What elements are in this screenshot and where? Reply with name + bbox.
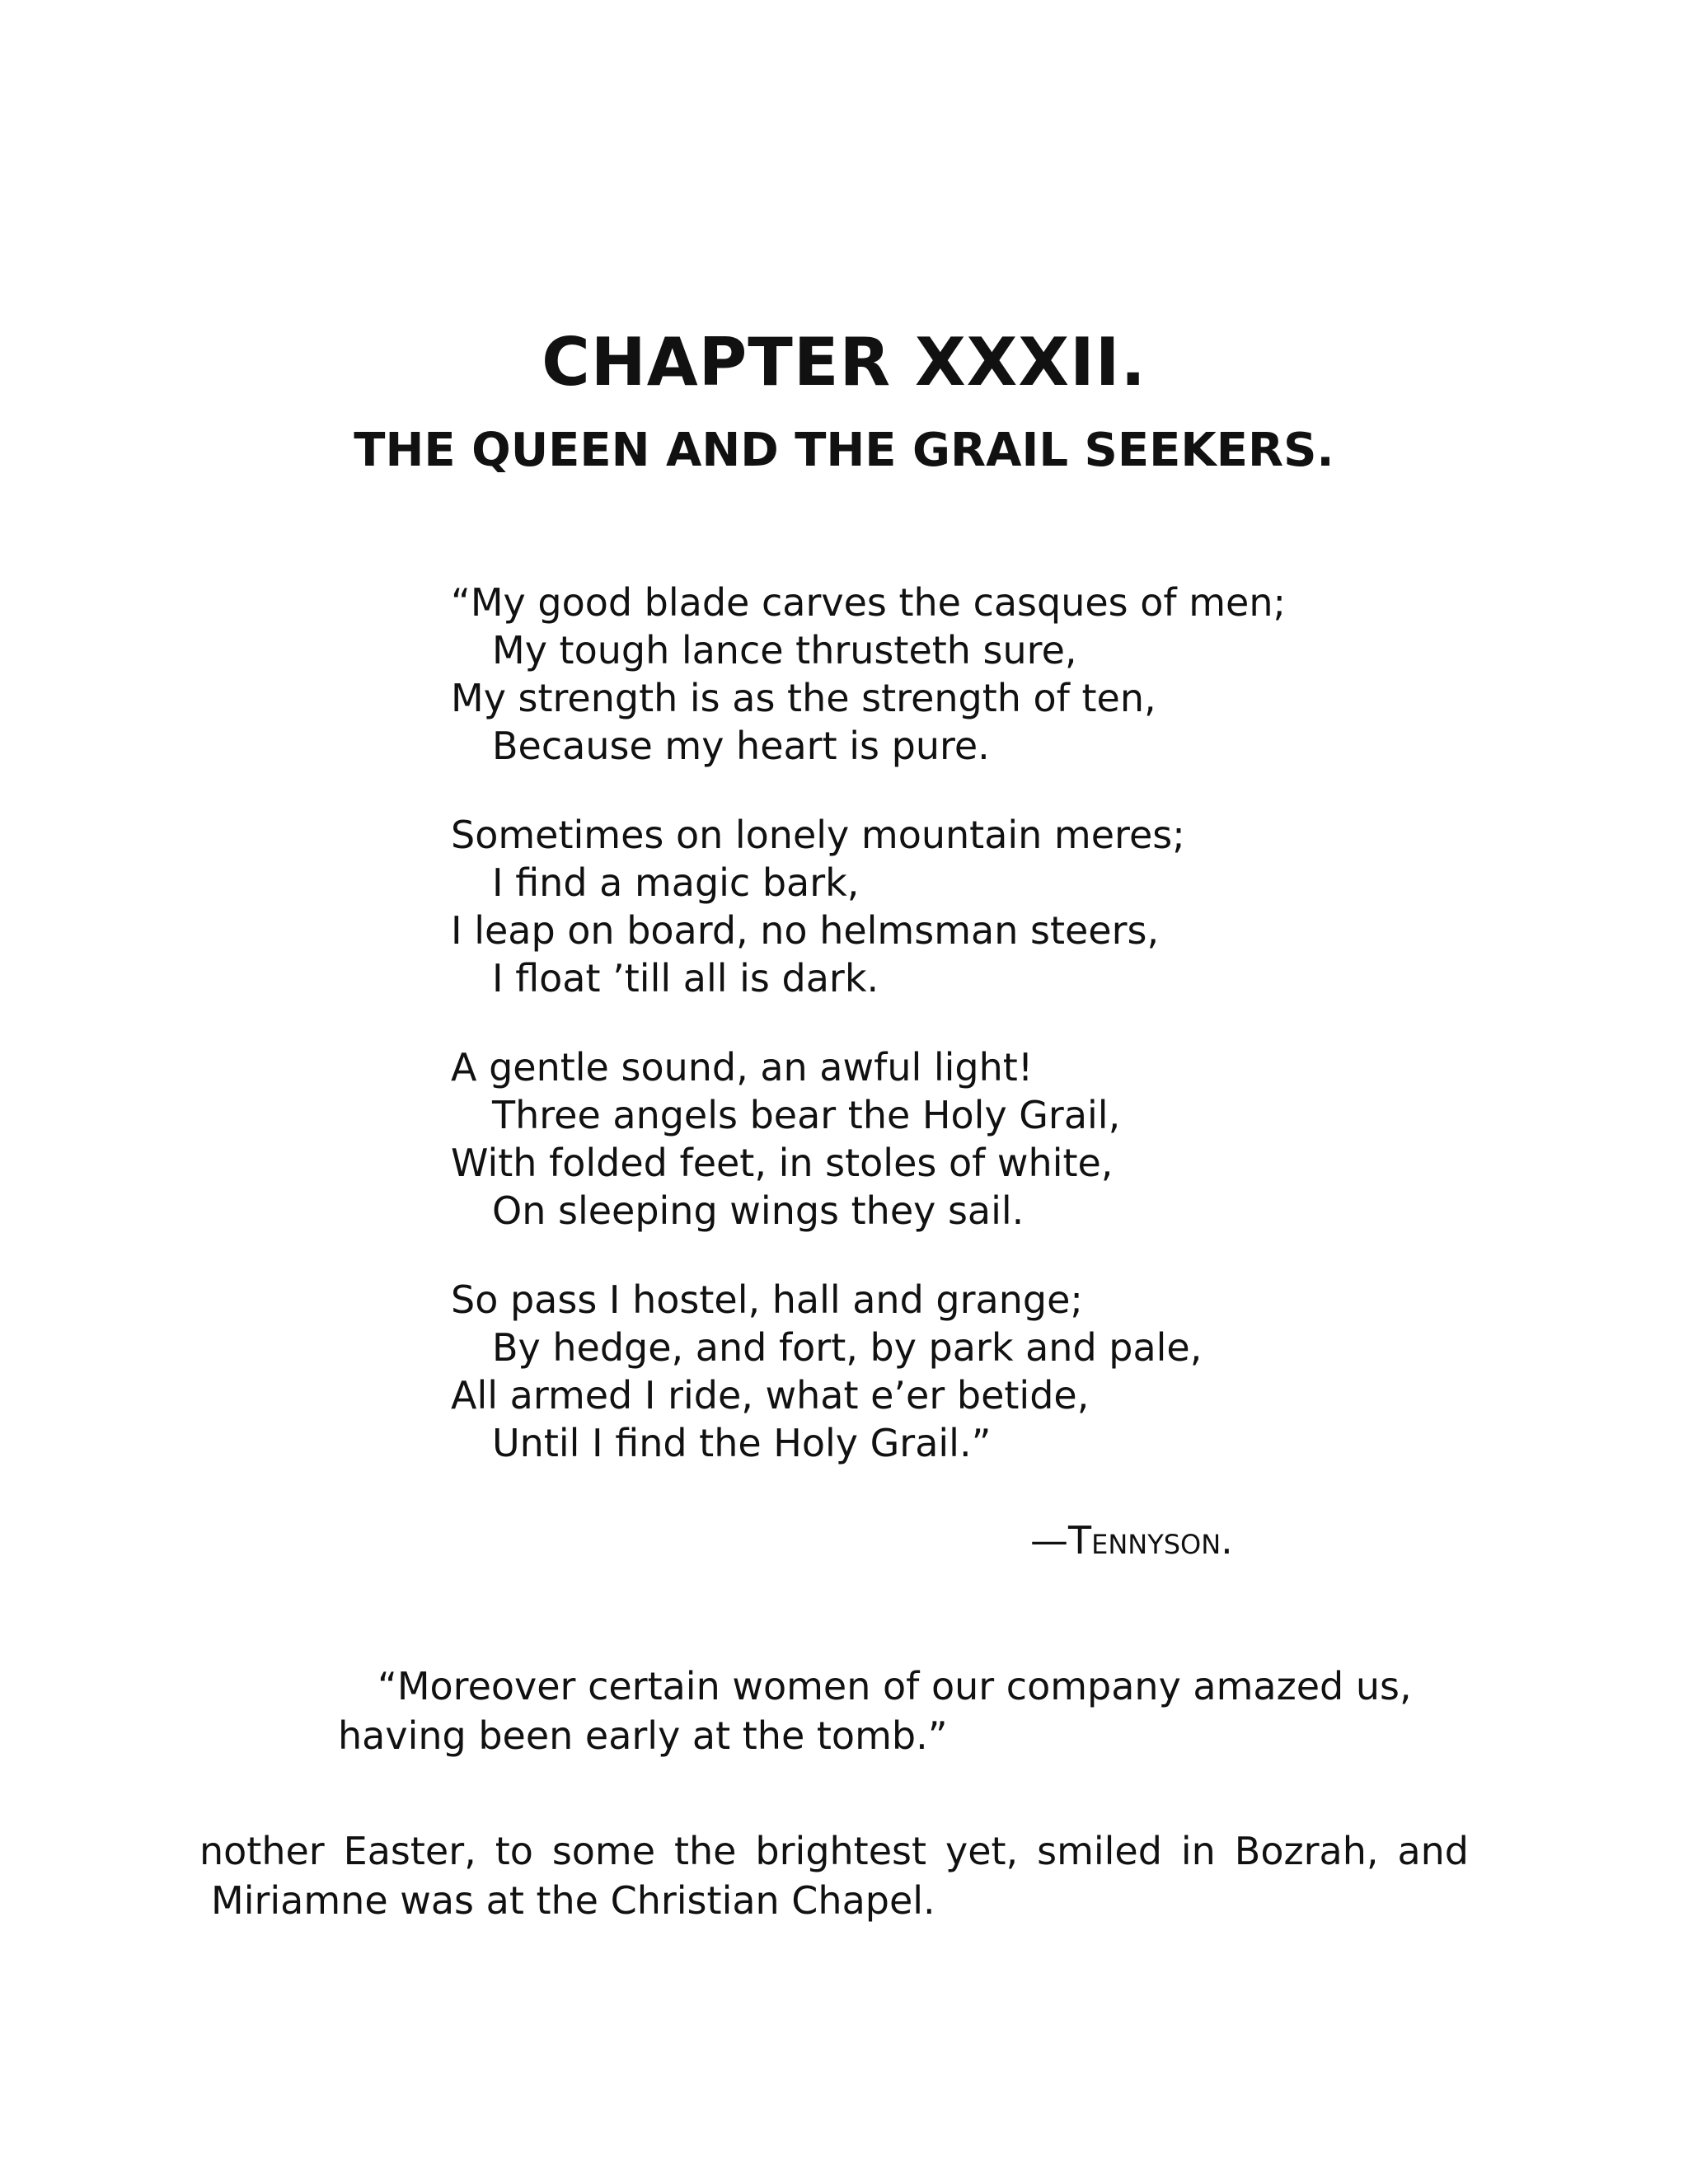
body-paragraph [199,1826,1469,1925]
poem-attribution [1030,1516,1233,1564]
verse-line: On sleeping wings they sail. [492,1188,1025,1233]
verse-line: So pass I hostel, hall and grange; [451,1277,1083,1322]
verse-line: Three angels bear the Holy Grail, [492,1093,1121,1137]
poem-stanza-1 [451,579,1357,770]
chapter-title: THE QUEEN AND THE GRAIL SEEKERS. [354,424,1334,477]
epigraph-line: “Moreover certain women of our company amazed us, [377,1664,1412,1708]
verse-line: My strength is as the strength of ten, [451,676,1156,720]
paragraph-line: Miriamne was at the Christian Chapel. [211,1878,935,1923]
paragraph-line: nother Easter, to some the brightest yet, smiled in Bozrah, and [199,1829,1469,1873]
poem-stanza-2 [451,811,1357,1002]
verse-line: Sometimes on lonely mountain meres; [451,813,1185,857]
epigraph [338,1661,1412,1760]
verse-line: All armed I ride, what e’er betide, [451,1373,1090,1418]
verse-line: “My good blade carves the casques of men; [451,580,1286,625]
epigraph-line: having been early at the tomb.” [338,1713,948,1758]
verse-line: My tough lance thrusteth sure, [492,628,1077,673]
verse-line: Because my heart is pure. [492,724,990,768]
chapter-number: CHAPTER XXXII. [542,324,1146,401]
verse-line: A gentle sound, an awful light! [451,1045,1034,1090]
verse-line: By hedge, and fort, by park and pale, [492,1325,1203,1370]
poem-stanza-3 [451,1043,1357,1235]
verse-line: I leap on board, no helmsman steers, [451,908,1160,953]
poem-stanza-4 [451,1276,1357,1467]
verse-line: Until I find the Holy Grail.” [492,1421,992,1465]
verse-line: I find a magic bark, [492,860,860,905]
verse-line: I float ’till all is dark. [492,956,879,1001]
verse-line: With folded feet, in stoles of white, [451,1141,1114,1185]
attribution-text: —Tennyson. [1030,1518,1233,1563]
